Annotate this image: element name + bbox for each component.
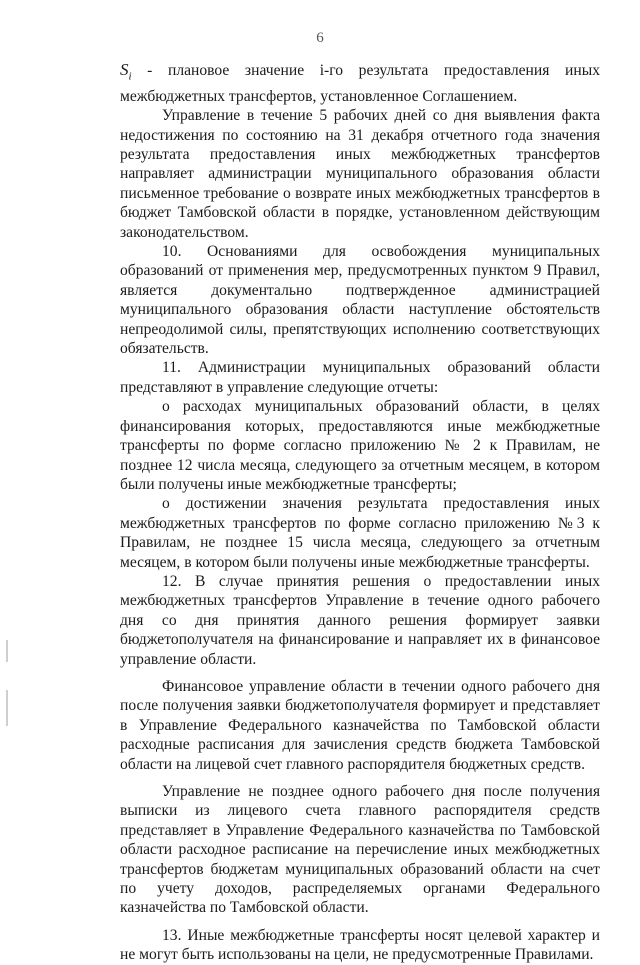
paragraph-10: 10. Основаниями для освобождения муниципальных образований от применения мер, предусмотренных пунктом 9 Правил, является документально подтвержденное администрацией муниципального образования области наступление обстоятельств непреодолимой силы, препятствующих исполнению соответствующих обязательств. [120, 243, 600, 358]
paragraph-report-results: о достижении значения результата предоставления иных межбюджетных трансфертов по форме согласно приложению №3 к Правилам, не позднее 15 числа месяца, следующего за отчетным месяцем, в котором были получены иные межбюджетные трансферты. [120, 495, 600, 571]
paragraph-12: 12. В случае принятия решения о предоставлении иных межбюджетных трансфертов Управление в течение одного рабочего дня со дня принятия данного решения формирует заявки бюджетополучателя на финансирование и направляет их в финансовое управление области. [120, 572, 600, 668]
paragraph-13: 13. Иные межбюджетные трансферты носят целевой характер и не могут быть использованы на цели, не предусмотренные Правилами. [120, 926, 600, 964]
paragraph-expense-schedule: Управление не позднее одного рабочего дня после получения выписки из лицевого счета главного распорядителя средств представляет в Управление Федерального казначейства по Тамбовской области расходное расписание на перечисление иных межбюджетных трансфертов бюджетам муниципальных образований области на счет по учету доходов, распределяемых органами Федерального казначейства по Тамбовской области. [120, 783, 600, 917]
formula-symbol: $S_i$ [120, 60, 132, 83]
paragraph-finance-department: Финансовое управление области в течении одного рабочего дня после получения заявки бюджетополучателя формирует и представляет в Управление Федерального казначейства по Тамбовской области расходные расписания для зачисления средств бюджета Тамбовской области на лицевой счет главного распорядителя бюджетных средств. [120, 677, 600, 773]
paragraph-report-expenses: о расходах муниципальных образований области, в целях финансирования которых, предоставляются иные межбюджетные трансферты по форме согласно приложению № 2 к Правилам, не позднее 12 числа месяца, следующего за отчетным месяцем, в котором были получены иные межбюджетные трансферты; [120, 398, 600, 493]
scan-margin-mark [6, 690, 8, 726]
paragraph-return-requirement: Управление в течение 5 рабочих дней со дня выявления факта недостижения по состоянию на 31 декабря отчетного года значения результата предоставления иных межбюджетных трансфертов направляет администрации муниципального образования области письменное требование о возврате иных межбюджетных трансфертов в бюджет Тамбовской области в порядке, установленном действующим законодательством. [120, 107, 600, 241]
paragraph-si-definition: $S_i$ - плановое значение i-го результата предоставления иных межбюджетных трансфертов, установленное Соглашением. [120, 60, 600, 105]
paragraph-11: 11. Администрации муниципальных образований области представляют в управление следующие отчеты: [120, 359, 600, 396]
scan-margin-mark [6, 640, 8, 662]
document-body [120, 60, 600, 965]
page-number: 6 [316, 30, 324, 46]
